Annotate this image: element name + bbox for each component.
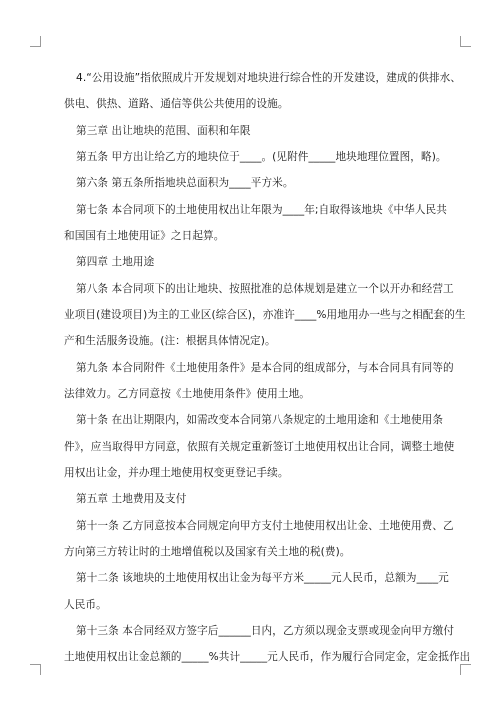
text-line: 4.“公用设施”指依照成片开发规划对地块进行综合性的开发建设，建成的供排水、 bbox=[76, 72, 462, 84]
text-line: 第五条 甲方出让给乙方的地块位于____。(见附件_____地块地理位置图，略)。 bbox=[76, 151, 447, 163]
text-line: 人民币。 bbox=[64, 599, 107, 611]
text-line: 第十三条 本合同经双方签字后______日内，乙方须以现金支票或现金向甲方缴付 bbox=[76, 625, 455, 637]
text-line: 方向第三方转让时的土地增值税以及国家有关土地的税(费)。 bbox=[64, 546, 351, 558]
chapter-heading: 第五章 土地费用及支付 bbox=[76, 493, 187, 505]
text-line: 法律效力。乙方同意按《土地使用条件》使用土地。 bbox=[64, 388, 310, 400]
text-line: 土地使用权出让金总额的_____%共计_____元人民币，作为履行合同定金，定金抵作出 bbox=[64, 651, 471, 663]
crop-mark-top-left bbox=[30, 36, 41, 47]
text-line: 第九条 本合同附件《土地使用条件》是本合同的组成部分，与本合同具有同等的 bbox=[76, 362, 454, 374]
text-line: 产和生活服务设施。(注：根据具体情况定)。 bbox=[64, 335, 276, 347]
text-line: 业项目(建设项目)为主的工业区(综合区)，亦准许____%用地用办一些与之相配套的生 bbox=[64, 309, 466, 321]
text-line: 用权出让金，并办理土地使用权变更登记手续。 bbox=[64, 467, 289, 479]
crop-mark-bottom-right bbox=[460, 664, 471, 675]
text-line: 供电、供热、道路、通信等供公共使用的设施。 bbox=[64, 98, 289, 110]
chapter-heading: 第四章 土地用途 bbox=[76, 256, 155, 268]
text-line: 件》，应当取得甲方同意，依照有关规定重新签订土地使用权出让合同，调整土地使 bbox=[64, 441, 455, 453]
text-line: 第七条 本合同项下的土地使用权出让年限为____年;自取得该地块《中华人民共 bbox=[76, 204, 447, 216]
text-line: 第十条 在出让期限内，如需改变本合同第八条规定的土地用途和《土地使用条 bbox=[76, 414, 444, 426]
text-line: 第十一条 乙方同意按本合同规定向甲方支付土地使用权出让金、土地使用费、乙 bbox=[76, 520, 454, 532]
text-line: 和国国有土地使用证》之日起算。 bbox=[64, 230, 225, 242]
text-line: 第八条 本合同项下的出让地块、按照批准的总体规划是建立一个以开办和经营工 bbox=[76, 283, 454, 295]
text-line: 第十二条 该地块的土地使用权出让金为每平方米_____元人民币，总额为____元 bbox=[76, 572, 449, 584]
crop-mark-bottom-left bbox=[30, 664, 41, 675]
crop-mark-top-right bbox=[460, 36, 471, 47]
text-line: 第六条 第五条所指地块总面积为____平方米。 bbox=[76, 177, 294, 189]
chapter-heading: 第三章 出让地块的范围、面积和年限 bbox=[76, 125, 251, 137]
